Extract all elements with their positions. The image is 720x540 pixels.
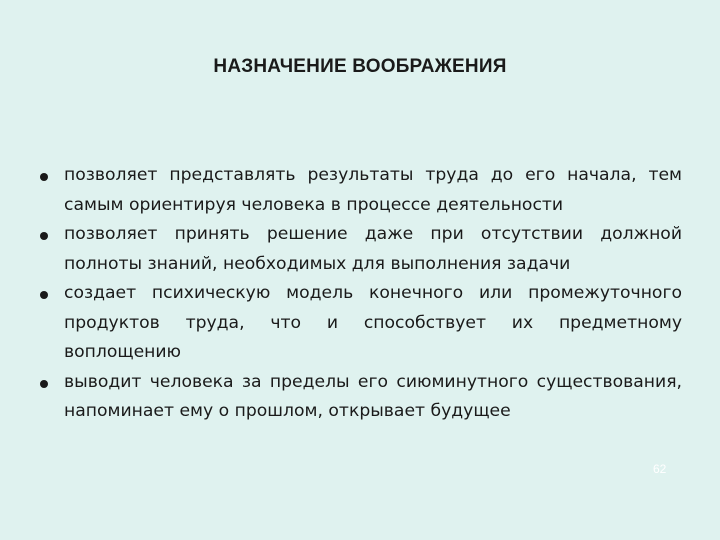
bullet-text: позволяет принять решение даже при отсутствии должной полноты знаний, необходимых для выполнения задачи <box>64 224 682 274</box>
bullet-icon <box>40 173 48 181</box>
bullet-item <box>40 279 682 368</box>
bullet-item <box>40 161 682 220</box>
page-number: 62 <box>653 462 667 476</box>
bullet-list <box>40 161 682 427</box>
bullet-item <box>40 220 682 279</box>
bullet-text: позволяет представлять результаты труда до его начала, тем самым ориентируя человека в процессе деятельности <box>64 165 682 215</box>
bullet-icon <box>40 380 48 388</box>
bullet-icon <box>40 291 48 299</box>
bullet-icon <box>40 232 48 240</box>
bullet-item <box>40 368 682 427</box>
bullet-text: выводит человека за пределы его сиюминутного существования, напоминает ему о прошлом, открывает будущее <box>64 371 682 421</box>
slide-title: НАЗНАЧЕНИЕ ВООБРАЖЕНИЯ <box>213 56 507 77</box>
bullet-text: создает психическую модель конечного или промежуточного продуктов труда, что и способствует их предметному воплощению <box>64 283 682 362</box>
